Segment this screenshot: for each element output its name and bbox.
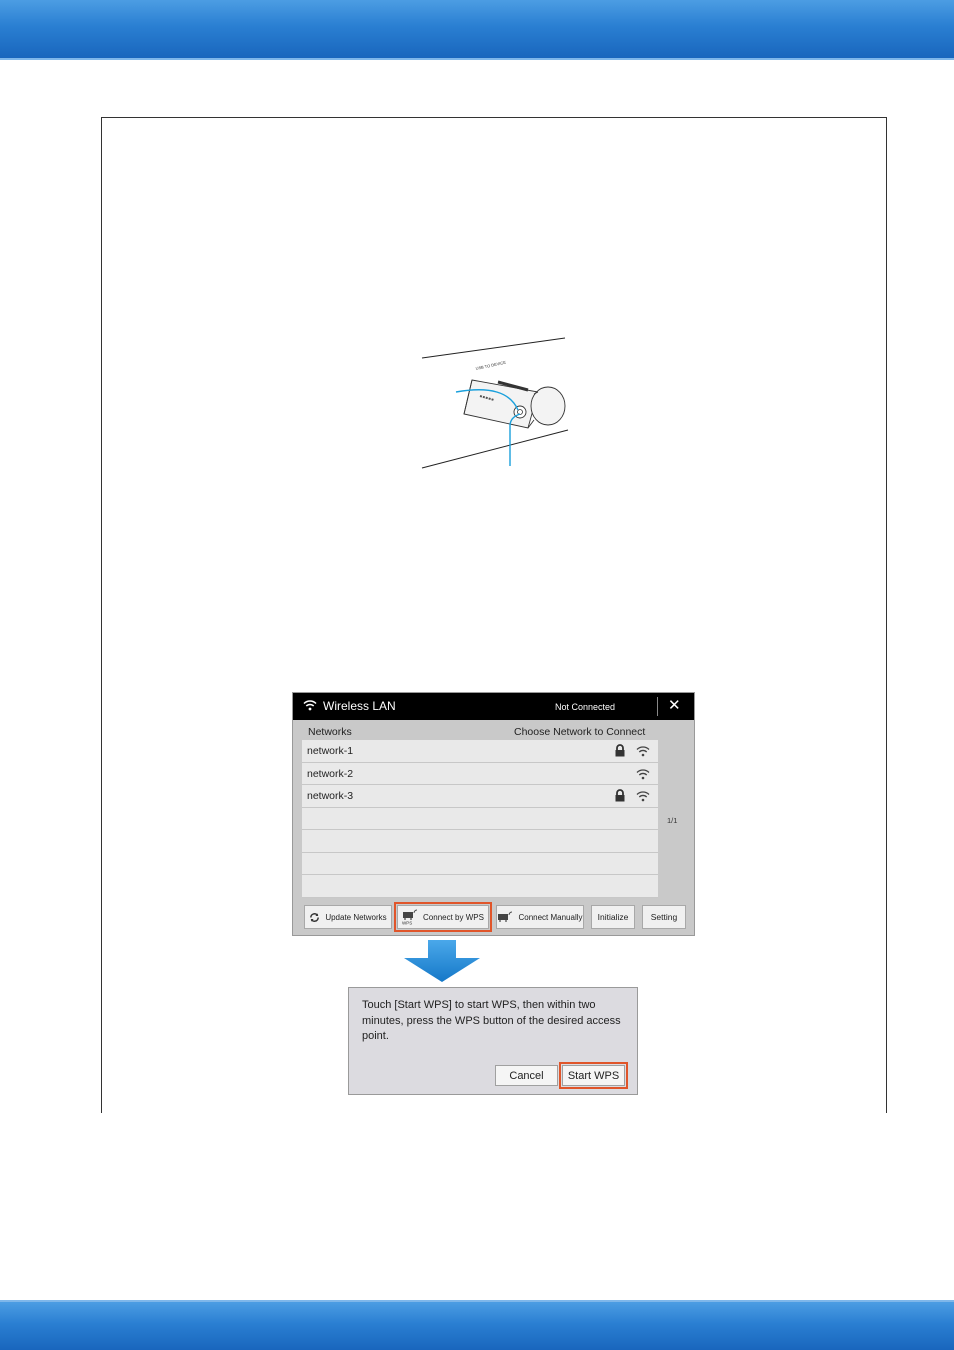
networks-header: Networks — [308, 726, 352, 738]
footer-band — [0, 1300, 954, 1350]
empty-network-row — [302, 875, 658, 898]
connect-by-wps-label: Connect by WPS — [423, 912, 484, 922]
empty-network-row — [302, 853, 658, 876]
cancel-label: Cancel — [509, 1069, 544, 1082]
down-arrow-icon — [404, 940, 480, 982]
wifi-icon — [636, 745, 650, 757]
wps-tag: WPS — [402, 920, 413, 925]
wps-instructions: Touch [Start WPS] to start WPS, then within two minutes, press the WPS button of the desired access point. — [362, 999, 621, 1042]
port-label: USB TO DEVICE — [475, 359, 507, 371]
usb-adaptor-illustration — [410, 330, 580, 475]
close-button[interactable]: ✕ — [668, 697, 681, 714]
update-networks-label: Update Networks — [325, 912, 387, 922]
content-frame — [101, 117, 887, 1113]
wifi-icon — [303, 699, 317, 711]
wps-dialog — [348, 987, 638, 1095]
network-row[interactable] — [302, 763, 658, 786]
empty-network-row — [302, 808, 658, 831]
empty-network-row — [302, 830, 658, 853]
refresh-icon — [309, 912, 320, 923]
cancel-button[interactable] — [495, 1065, 558, 1086]
window-title: Wireless LAN — [323, 699, 396, 713]
window-title-bar — [293, 693, 694, 720]
setting-label: Setting — [650, 912, 678, 922]
page-indicator: 1/1 — [667, 816, 678, 825]
setting-button[interactable] — [642, 905, 686, 929]
start-wps-label: Start WPS — [567, 1069, 620, 1082]
choose-network-header: Choose Network to Connect — [514, 726, 646, 738]
lock-icon — [614, 744, 626, 757]
lock-icon — [614, 789, 626, 802]
header-band — [0, 0, 954, 60]
initialize-button[interactable] — [591, 905, 635, 929]
connect-manually-label: Connect Manually — [518, 912, 583, 922]
wps-router-icon — [402, 909, 418, 925]
network-list — [302, 740, 658, 898]
connect-by-wps-button[interactable] — [397, 905, 489, 929]
initialize-label: Initialize — [597, 912, 629, 922]
update-networks-button[interactable] — [304, 905, 392, 929]
wireless-lan-window — [292, 692, 695, 936]
network-row[interactable] — [302, 740, 658, 763]
connection-status: Not Connected — [555, 702, 616, 712]
start-wps-button[interactable] — [562, 1065, 625, 1086]
network-name: network-1 — [307, 745, 354, 757]
network-name: network-2 — [307, 767, 354, 780]
wifi-icon — [636, 768, 650, 780]
network-name: network-3 — [307, 790, 354, 802]
title-divider — [657, 697, 658, 716]
wifi-icon — [636, 790, 650, 802]
router-icon — [497, 911, 513, 924]
connect-manually-button[interactable] — [496, 905, 584, 929]
network-row[interactable] — [302, 785, 658, 808]
